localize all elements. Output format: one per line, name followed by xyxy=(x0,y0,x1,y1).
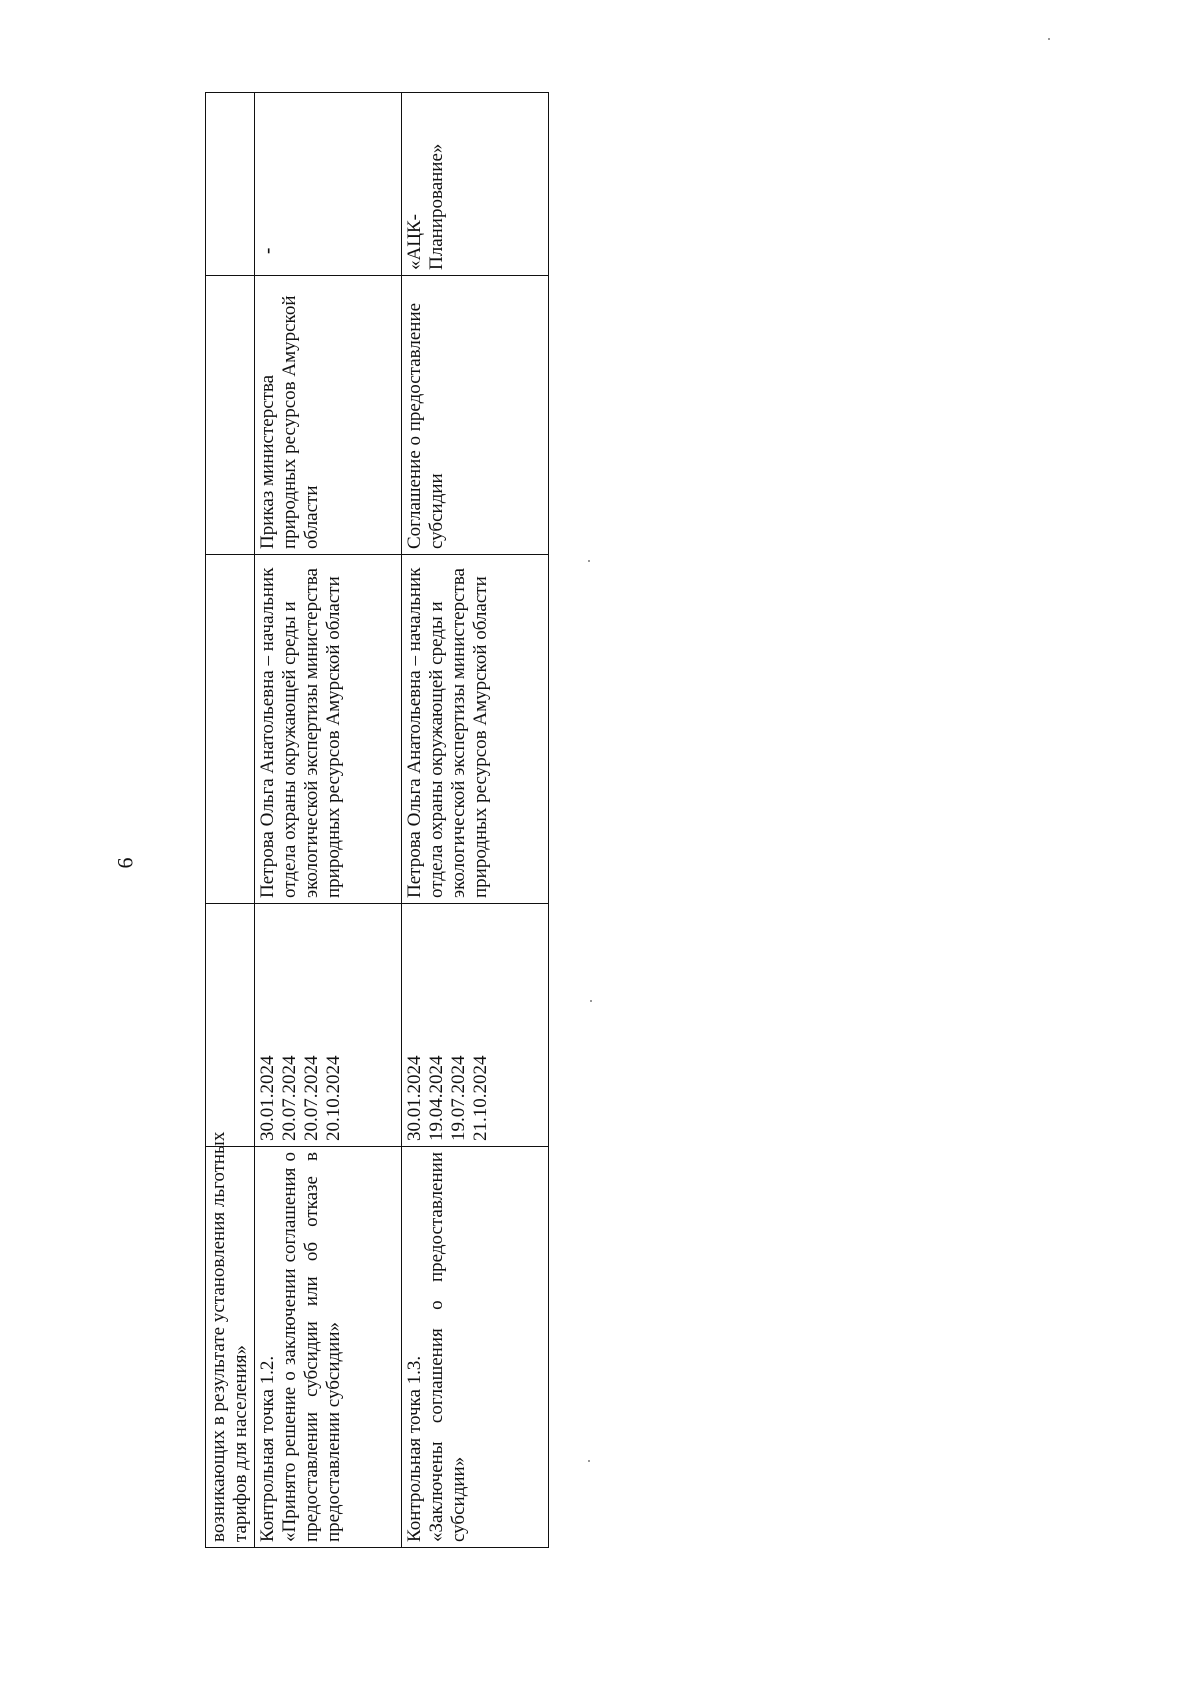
system-cell xyxy=(255,93,402,276)
date-value: 19.07.2024 xyxy=(448,1055,469,1141)
continued-name-line2: тарифов для населения» xyxy=(230,1345,251,1542)
document-text: Приказ министерства природных ресурсов Амурской области xyxy=(257,295,322,549)
document-cell xyxy=(255,276,402,555)
empty-cell xyxy=(206,276,255,555)
responsible-text: Петрова Ольга Анатольевна – начальник отдела охраны окружающей среды и экологической экспертизы министерства природных ресурсов Амурской области xyxy=(257,567,344,898)
empty-cell xyxy=(206,93,255,276)
date-value: 30.01.2024 xyxy=(404,1055,425,1141)
scan-speck xyxy=(588,1460,590,1462)
control-point-title: Контрольная точка 1.2. xyxy=(257,1355,278,1542)
control-point-cell xyxy=(255,1147,402,1548)
control-points-table xyxy=(205,92,549,1548)
control-point-text: «Заключены соглашения о предоставлении субсидии» xyxy=(426,1152,469,1542)
responsible-cell xyxy=(255,555,402,904)
continued-name-cell xyxy=(206,1131,255,1548)
scan-speck xyxy=(1048,38,1050,40)
date-value: 21.10.2024 xyxy=(470,1055,491,1141)
table-row-control-point-1-3 xyxy=(402,93,549,1548)
responsible-text: Петрова Ольга Анатольевна – начальник отдела охраны окружающей среды и экологической экспертизы министерства природных ресурсов Амурской области xyxy=(404,567,491,898)
empty-cell xyxy=(206,904,255,1147)
date-value: 19.04.2024 xyxy=(426,1055,447,1141)
table-row-control-point-1-2 xyxy=(255,93,402,1548)
control-point-title: Контрольная точка 1.3. xyxy=(404,1355,425,1542)
page-number: 6 xyxy=(112,857,138,869)
date-value: 20.10.2024 xyxy=(323,1055,344,1141)
dates-cell xyxy=(255,904,402,1147)
dates-cell xyxy=(402,904,549,1147)
date-value: 20.07.2024 xyxy=(279,1055,300,1141)
scan-speck xyxy=(588,560,590,562)
control-point-cell xyxy=(402,1147,549,1548)
table-row-continuation xyxy=(206,93,255,1548)
empty-cell xyxy=(206,555,255,904)
system-cell xyxy=(402,93,549,276)
system-text: - xyxy=(257,247,278,254)
system-text: «АЦК-Планирование» xyxy=(404,143,447,270)
control-point-text: «Принято решение о заключении соглашения о предоставлении субсидии или об отказе в предоставлении субсидии» xyxy=(279,1152,344,1542)
date-value: 20.07.2024 xyxy=(301,1055,322,1141)
rotated-table-container xyxy=(205,143,545,1548)
date-value: 30.01.2024 xyxy=(257,1055,278,1141)
document-text: Соглашение о предоставление субсидии xyxy=(404,302,447,549)
continued-name-line1: возникающих в результате установления льготных xyxy=(208,1131,229,1542)
responsible-cell xyxy=(402,555,549,904)
scan-speck xyxy=(590,1000,592,1002)
document-cell xyxy=(402,276,549,555)
